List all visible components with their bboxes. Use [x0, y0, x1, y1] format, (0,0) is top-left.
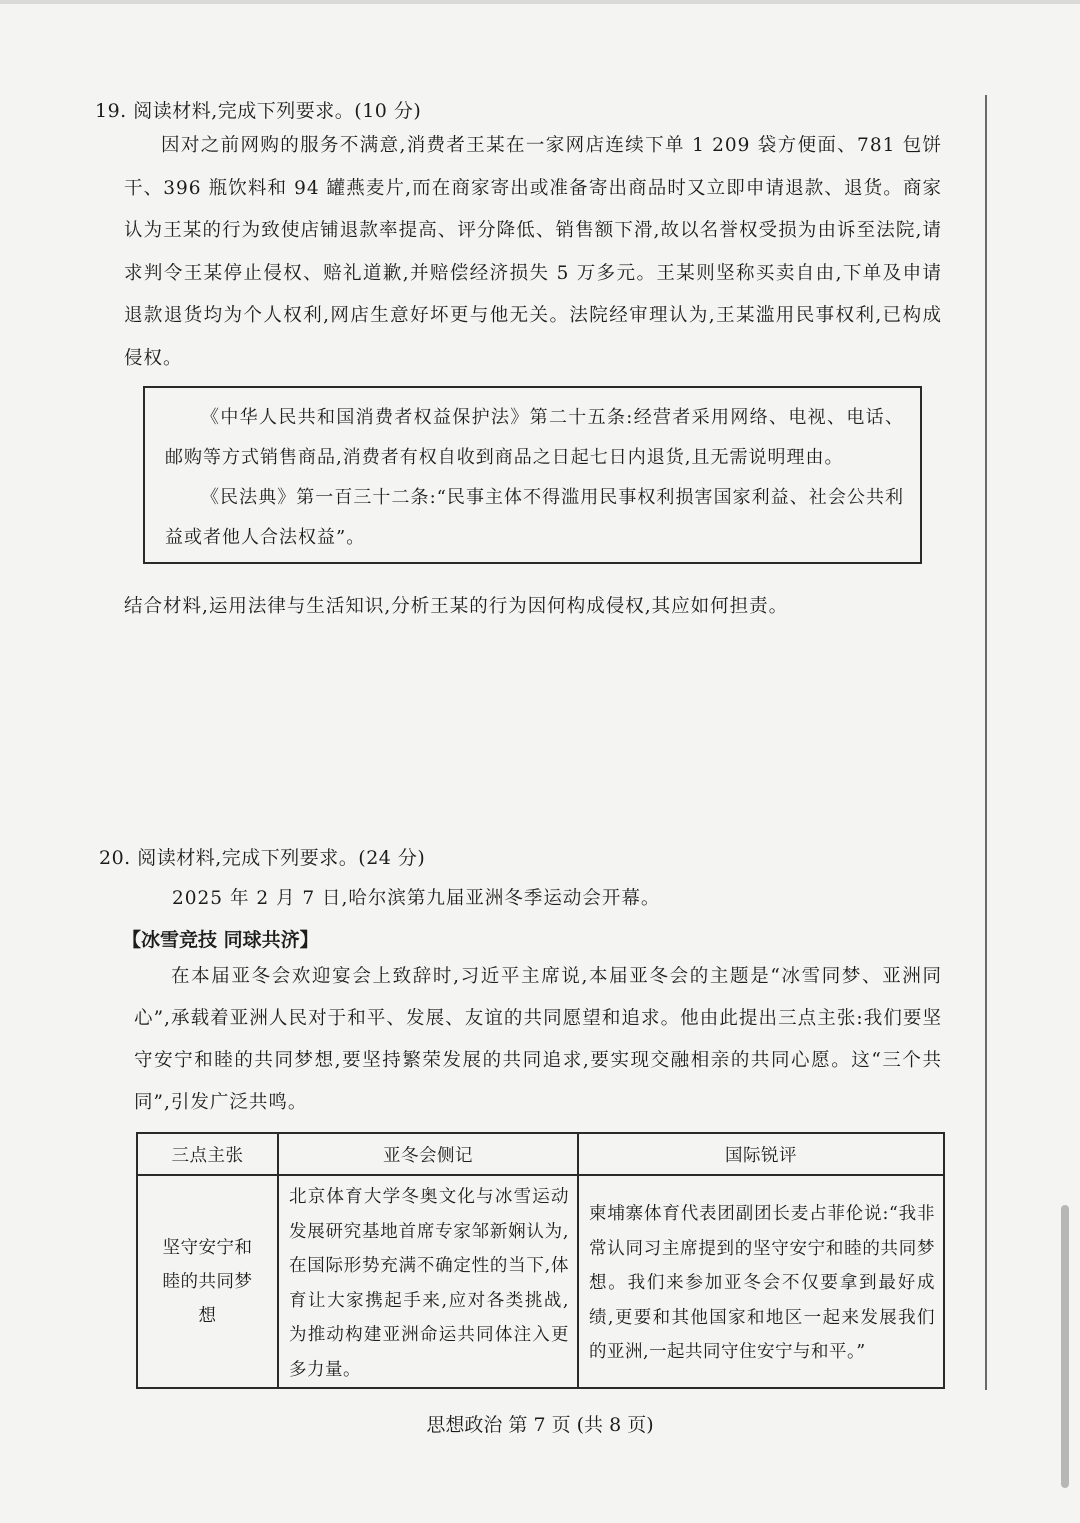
scrollbar-thumb[interactable] [1061, 1205, 1069, 1488]
q20-table [136, 1132, 945, 1389]
margin-rule [985, 95, 987, 1390]
table-header-cell: 国际锐评 [578, 1133, 944, 1175]
q19-law-2: 《民法典》第一百三十二条:“民事主体不得滥用民事权利损害国家利益、社会公共利益或者他人合法权益”。 [165, 487, 904, 548]
q19-law-1: 《中华人民共和国消费者权益保护法》第二十五条:经营者采用网络、电视、电话、邮购等方式销售商品,消费者有权自收到商品之日起七日内退货,且无需说明理由。 [165, 407, 904, 468]
table-header-cell: 亚冬会侧记 [278, 1133, 578, 1175]
table-cell-claim: 坚守安宁和睦的共同梦想 [162, 1237, 253, 1326]
table-row [137, 1175, 944, 1388]
q20-material: 在本届亚冬会欢迎宴会上致辞时,习近平主席说,本届亚冬会的主题是“冰雪同梦、亚洲同心”,承载着亚洲人民对于和平、发展、友谊的共同愿望和追求。他由此提出三点主张:我们要坚守安宁和睦的共同梦想,要坚持繁荣发展的共同追求,要实现交融相亲的共同心愿。这“三个共同”,引发广泛共鸣。 [134, 966, 942, 1113]
table-header-row [137, 1133, 944, 1175]
table-header-cell: 三点主张 [137, 1133, 278, 1175]
top-strip [0, 0, 1080, 4]
page-footer: 思想政治 第 7 页 (共 8 页) [426, 1414, 654, 1436]
table-cell-commentary: 柬埔寨体育代表团副团长麦占菲伦说:“我非常认同习主席提到的坚守安宁和睦的共同梦想。我们来参加亚冬会不仅要拿到最好成绩,更要和其他国家和地区一起来发展我们的亚洲,一起共同守住安宁与和平。” [578, 1175, 944, 1388]
q19-task: 结合材料,运用法律与生活知识,分析王某的行为因何构成侵权,其应如何担责。 [124, 596, 789, 617]
q20-section-title: 【冰雪竞技 同球共济】 [122, 929, 319, 951]
q20-intro: 2025 年 2 月 7 日,哈尔滨第九届亚洲冬季运动会开幕。 [172, 888, 661, 909]
table-cell-sidenote: 北京体育大学冬奥文化与冰雪运动发展研究基地首席专家邹新娴认为,在国际形势充满不确定性的当下,体育让大家携起手来,应对各类挑战,为推动构建亚洲命运共同体注入更多力量。 [278, 1175, 578, 1388]
q20-heading: 20. 阅读材料,完成下列要求。(24 分) [99, 847, 426, 869]
q19-law-box [143, 386, 922, 564]
q19-material: 因对之前网购的服务不满意,消费者王某在一家网店连续下单 1 209 袋方便面、781 包饼干、396 瓶饮料和 94 罐燕麦片,而在商家寄出或准备寄出商品时又立即申请退款、退货。商家认为王某的行为致使店铺退款率提高、评分降低、销售额下滑,故以名誉权受损为由诉至法院,请求判令王某停止侵权、赔礼道歉,并赔偿经济损失 5 万多元。王某则坚称买卖自由,下单及申请退款退货均为个人权利,网店生意好坏更与他无关。法院经审理认为,王某滥用民事权利,已构成侵权。 [124, 135, 942, 369]
q19-heading: 19. 阅读材料,完成下列要求。(10 分) [95, 100, 422, 122]
